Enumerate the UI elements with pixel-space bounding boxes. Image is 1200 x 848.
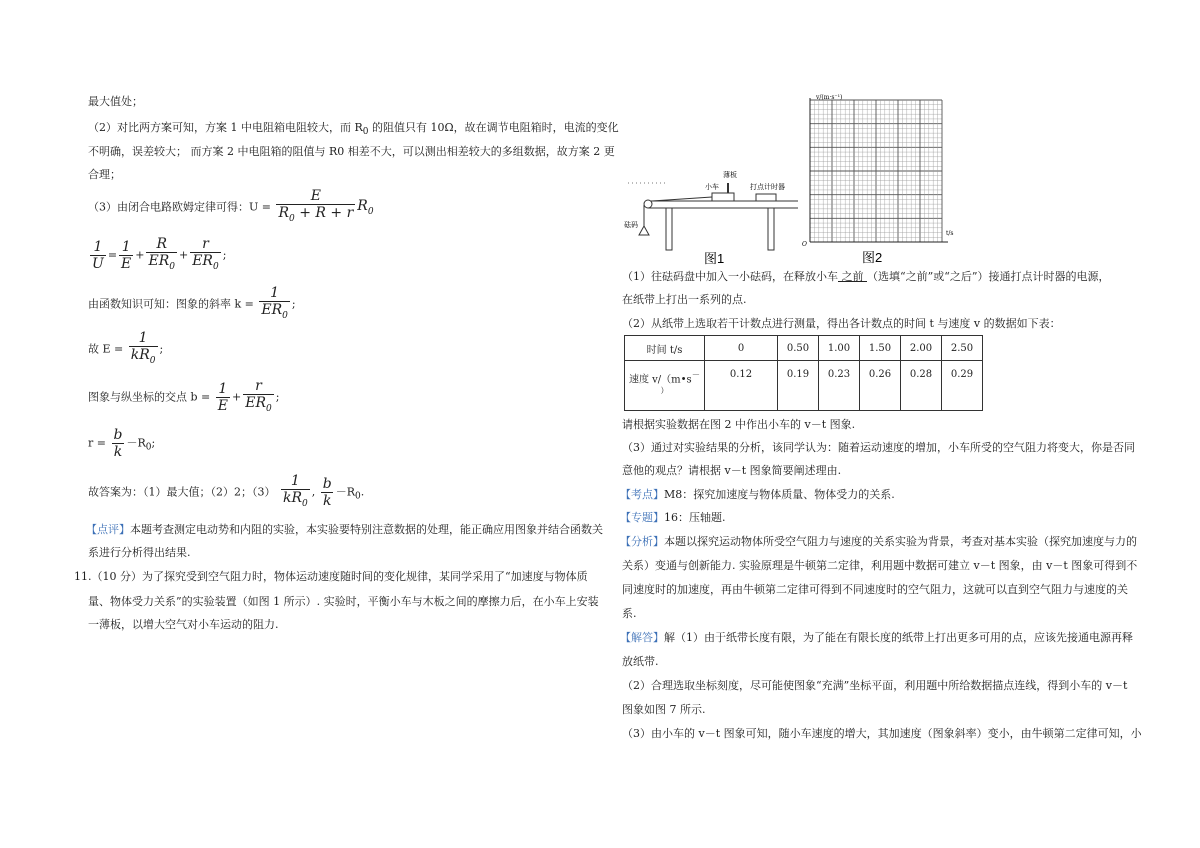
formula-1-over-u: $\frac{1}{U}$ = $\frac{1}{E}$ + $\frac{R}{ER_0}$ + $\frac{r}{ER_0}$ ; — [88, 236, 226, 275]
text-line: 系进行分析得出结果. — [88, 546, 191, 559]
table-top — [648, 201, 798, 208]
table-header-cell: 时间 t/s — [625, 336, 705, 361]
text-line: 系. — [622, 607, 637, 620]
origin-label: O — [802, 241, 807, 248]
table-cell: 0.19 — [778, 361, 819, 411]
text-line: 图象如图 7 所示. — [622, 703, 706, 716]
text-line: （3）由小车的 v－t 图象可知，随小车速度的增大，其加速度（图象斜率）变小，由牛顿第二定律可知，小 — [622, 727, 1142, 740]
table-cell: 0 — [705, 336, 778, 361]
comment-line: 【点评】本题考查测定电动势和内阻的实验，本实验要特别注意数据的处理，能正确应用图象并结合函数关 — [86, 523, 603, 536]
text-line: 量、物体受力关系”的实验装置（如图 1 所示）. 实验时，平衡小车与木板之间的摩擦力后，在小车上安装 — [88, 595, 599, 608]
table-row — [625, 361, 983, 411]
figure-1-apparatus — [618, 165, 798, 265]
fraction: $\frac{E}{R_0 + R + r}$ — [276, 188, 355, 227]
figure-2-grid-chart — [800, 90, 965, 268]
figure-2-caption: 图2 — [862, 250, 883, 265]
pulley-icon — [644, 200, 652, 208]
table-cell: 0.23 — [819, 361, 860, 411]
zhuanti-line: 【专题】16：压轴题. — [620, 511, 726, 524]
table-cell: 2.50 — [942, 336, 983, 361]
timer-icon — [756, 194, 776, 201]
table-leg — [666, 208, 672, 250]
table-cell: 1.00 — [819, 336, 860, 361]
table-cell: 2.00 — [901, 336, 942, 361]
text-line: 放纸带. — [622, 655, 659, 668]
string — [652, 197, 712, 201]
data-table — [624, 335, 983, 411]
cart-icon — [712, 193, 734, 201]
text-line: 意他的观点？请根据 v－t 图象简要阐述理由. — [622, 464, 842, 477]
grid — [810, 100, 942, 242]
text-line: 合理； — [88, 168, 121, 181]
question-11: 11.（10 分）为了探究受到空气阻力时，物体运动速度随时间的变化规律，某同学采用了“加速度与物体质 — [74, 570, 588, 583]
table-cell: 1.50 — [860, 336, 901, 361]
text-line: 请根据实验数据在图 2 中作出小车的 v－t 图象. — [622, 418, 856, 431]
answer-line: 故答案为：（1）最大值；（2）2；（3） $\frac{1}{kR_0}$ , $\frac{b}{k}$ $-R_0$. — [88, 473, 364, 512]
text-line: 在纸带上打出一系列的点. — [622, 293, 747, 306]
weight-icon — [639, 226, 649, 235]
y-axis-label: v/(m·s⁻¹) — [816, 94, 843, 101]
text-line: 同速度时的加速度，再由牛顿第二定律可得到不同速度时的空气阻力，这就可以直到空气阻力与速度的关 — [622, 583, 1128, 596]
formula-u: （3）由闭合电路欧姆定律可得：U = $\frac{E}{R_0 + R + r}$ $R_0$ — [88, 188, 374, 227]
kaodian-line: 【考点】M8：探究加速度与物体质量、物体受力的关系. — [620, 488, 895, 501]
label-board: 薄板 — [723, 171, 737, 179]
label-weight: 砝码 — [624, 221, 638, 229]
text-line: 一薄板，以增大空气对小车运动的阻力. — [88, 618, 279, 631]
text-line: （2）对比两方案可知，方案 1 中电阻箱电阻较大，而 $R_0$ 的阻值只有 10Ω，故在调节电阻箱时，电流的变化 — [88, 121, 619, 138]
table-header-cell: 速度 v/（m•s－ ） — [625, 361, 705, 411]
table-cell: 0.50 — [778, 336, 819, 361]
label-timer: 打点计时器 — [750, 183, 785, 191]
text-line: 最大值处； — [88, 95, 143, 108]
text-line: 不明确，误差较大； 而方案 2 中电阻箱的阻值与 R0 相差不大，可以测出相差较大的多组数据，故方案 2 更 — [88, 145, 615, 158]
formula-e: 故 E = $\frac{1}{kR_0}$ ; — [88, 330, 163, 369]
table-leg — [768, 208, 774, 250]
question-part-1: （1）往砝码盘中加入一小砝码，在释放小车 之前 （选填“之前”或“之后”）接通打点计时器的电源， — [622, 270, 1110, 283]
table-cell: 0.29 — [942, 361, 983, 411]
formula-k: 由函数知识可知：图象的斜率 k = $\frac{1}{ER_0}$ ; — [88, 285, 296, 324]
text-line: 关系）变通与创新能力. 实验原理是牛顿第二定律，利用题中数据可建立 v－t 图象，由 v－t 图象可得到不 — [622, 559, 1138, 572]
table-cell: 0.26 — [860, 361, 901, 411]
table-row — [625, 336, 983, 361]
answer-blank: 之前 — [838, 270, 867, 283]
jieda-line: 【解答】解（1）由于纸带长度有限，为了能在有限长度的纸带上打出更多可用的点，应该先接通电源再释 — [620, 631, 1133, 644]
question-part-3: （3）通过对实验结果的分析，该同学认为：随着运动速度的增加，小车所受的空气阻力将变大，你是否同 — [622, 441, 1135, 454]
label-cart: 小车 — [705, 183, 719, 191]
figure-1-caption: 图1 — [704, 251, 725, 265]
fenxi-line: 【分析】本题以探究运动物体所受空气阻力与速度的关系实验为背景，考查对基本实验（探究加速度与力的 — [620, 535, 1137, 548]
formula-b: 图象与纵坐标的交点 b = $\frac{1}{E}$ + $\frac{r}{ER_0}$ ; — [88, 378, 279, 417]
formula-r: r = $\frac{b}{k}$ $-R_0$; — [88, 427, 156, 460]
text-line: （2）合理选取坐标刻度，尽可能使图象“充满”坐标平面，利用题中所给数据描点连线，得到小车的 v－t — [622, 679, 1128, 692]
x-axis-label: t/s — [946, 230, 954, 237]
table-cell: 0.12 — [705, 361, 778, 411]
table-cell: 0.28 — [901, 361, 942, 411]
question-part-2: （2）从纸带上选取若干计数点进行测量，得出各计数点的时间 t 与速度 v 的数据如下表： — [622, 317, 1061, 330]
